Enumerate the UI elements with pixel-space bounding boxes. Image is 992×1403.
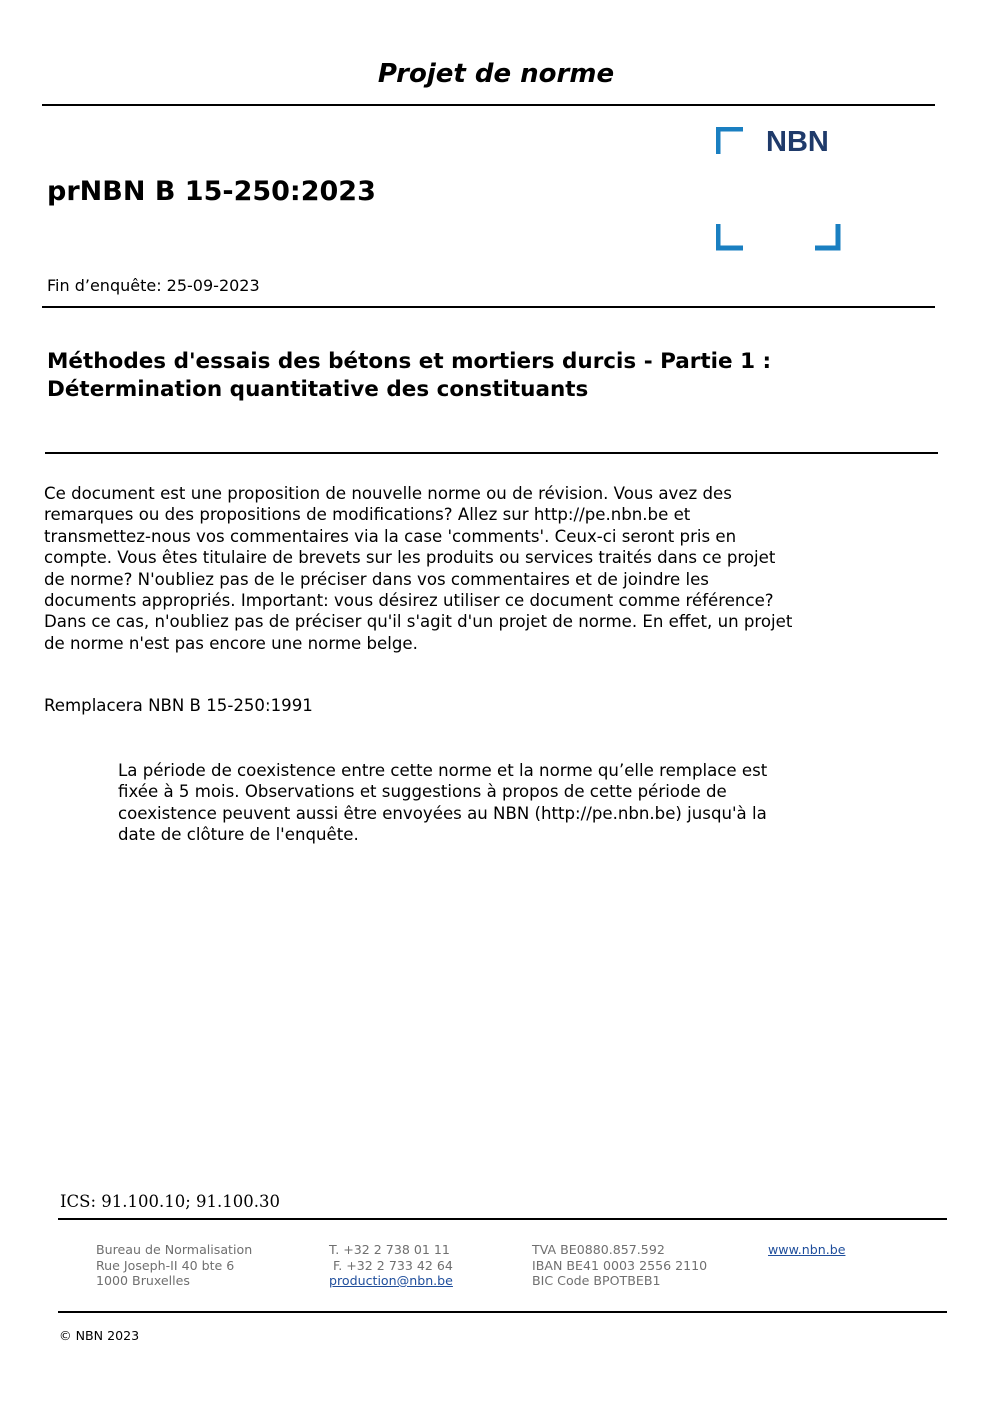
document-title <box>47 348 927 404</box>
bic-code: BIC Code BPOTBEB1 <box>532 1273 661 1288</box>
vat-number: TVA BE0880.857.592 <box>532 1242 665 1257</box>
title-divider <box>45 452 938 454</box>
intro-line: Dans ce cas, n'oubliez pas de préciser qu'il s'agit d'un projet de norme. En effet, un projet <box>44 612 793 632</box>
logo-text: NBN <box>766 127 829 158</box>
intro-line: Ce document est une proposition de nouvelle norme ou de révision. Vous avez des <box>44 484 732 503</box>
address-line: Rue Joseph-II 40 bte 6 <box>96 1257 235 1273</box>
enquiry-end-date: Fin d’enquête: 25-09-2023 <box>47 276 260 295</box>
footer-top-divider <box>58 1218 947 1220</box>
ics-codes: ICS: 91.100.10; 91.100.30 <box>60 1192 281 1211</box>
title-line-1: Méthodes d'essais des bétons et mortiers durcis - Partie 1 : <box>47 349 772 374</box>
intro-line: de norme n'est pas encore une norme belge. <box>44 633 418 653</box>
phone-number: T. +32 2 738 01 11 <box>329 1242 450 1257</box>
coexistence-line: date de clôture de l'enquête. <box>118 825 359 845</box>
footer-banking <box>532 1242 707 1289</box>
footer-bottom-divider <box>58 1311 947 1313</box>
intro-line: documents appropriés. Important: vous désirez utiliser ce document comme référence? <box>44 591 774 611</box>
logo-bracket-bottom-right <box>815 224 838 248</box>
page-heading: Projet de norme <box>377 59 615 89</box>
nbn-logo <box>716 127 842 251</box>
intro-line: de norme? N'oubliez pas de le préciser dans vos commentaires et de joindre les <box>44 569 709 589</box>
iban: IBAN BE41 0003 2556 2110 <box>532 1257 708 1273</box>
coexistence-line: coexistence peuvent aussi être envoyées au NBN (http://pe.nbn.be) jusqu'à la <box>118 803 767 823</box>
coexistence-line: La période de coexistence entre cette norme et la norme qu’elle remplace est <box>118 761 768 780</box>
intro-line: transmettez-nous vos commentaires via la case 'comments'. Ceux-ci seront pris en <box>44 526 737 546</box>
standard-reference: prNBN B 15-250:2023 <box>47 176 376 207</box>
intro-line: compte. Vous êtes titulaire de brevets sur les produits ou services traités dans ce projet <box>44 548 776 568</box>
footer-address <box>96 1242 252 1289</box>
email-link[interactable]: production@nbn.be <box>329 1273 453 1288</box>
title-line-2: Détermination quantitative des constituants <box>47 377 589 402</box>
replaces-note: Remplacera NBN B 15-250:1991 <box>44 696 313 715</box>
copyright: © NBN 2023 <box>59 1328 140 1343</box>
header-divider <box>42 306 935 308</box>
intro-paragraph <box>44 483 904 654</box>
logo-bracket-bottom-left <box>718 224 743 248</box>
intro-line: remarques ou des propositions de modifications? Allez sur http://pe.nbn.be et <box>44 505 691 525</box>
footer-website <box>768 1242 845 1258</box>
footer-contact <box>329 1242 453 1289</box>
coexistence-paragraph <box>118 760 868 846</box>
top-divider <box>42 104 935 106</box>
website-link[interactable]: www.nbn.be <box>768 1242 846 1257</box>
address-line: Bureau de Normalisation <box>96 1242 253 1257</box>
logo-bracket-top-left <box>718 129 743 154</box>
fax-number: F. +32 2 733 42 64 <box>329 1257 453 1273</box>
coexistence-line: fixée à 5 mois. Observations et suggestions à propos de cette période de <box>118 782 727 802</box>
address-line: 1000 Bruxelles <box>96 1273 190 1288</box>
